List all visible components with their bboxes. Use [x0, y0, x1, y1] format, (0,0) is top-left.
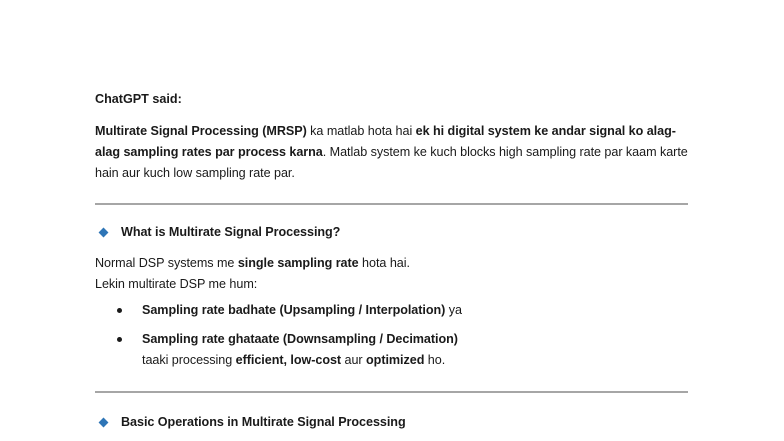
intro-term: Multirate Signal Processing (MRSP): [95, 124, 307, 138]
diamond-bullet-icon: [99, 418, 109, 428]
text-span: aur: [341, 353, 367, 367]
section-divider: [95, 203, 688, 205]
bullet-dot-icon: [117, 308, 122, 313]
bold-span: efficient, low-cost: [235, 353, 342, 367]
paragraph-line-1: [95, 253, 695, 274]
section-divider: [95, 391, 688, 393]
text-span: hota hai.: [358, 256, 410, 270]
bold-span: Sampling rate ghataate (Downsampling / Decimation): [142, 332, 458, 346]
section-heading-what-is: [95, 222, 340, 243]
bullet-list: [95, 300, 695, 371]
bold-span: optimized: [366, 353, 425, 367]
intro-paragraph: [95, 121, 695, 184]
paragraph-line-2: Lekin multirate DSP me hum:: [95, 277, 258, 291]
text-span: taaki processing: [142, 353, 236, 367]
section-paragraph: [95, 253, 695, 295]
text-span: Normal DSP systems me: [95, 256, 238, 270]
section-heading-label: Basic Operations in Multirate Signal Processing: [121, 415, 406, 429]
text-span: ho.: [424, 353, 446, 367]
list-item: [95, 300, 695, 321]
bullet-line-1: [142, 329, 695, 350]
bold-span: single sampling rate: [237, 256, 359, 270]
text-span: ya: [445, 303, 462, 317]
bold-span: Sampling rate badhate (Upsampling / Interpolation): [142, 303, 446, 317]
section-heading-label: What is Multirate Signal Processing?: [121, 225, 341, 239]
intro-text-2: . Matlab system ke kuch blocks high sampling rate par kaam karte hain aur kuch low sampling rate par.: [95, 145, 688, 180]
section-heading-basic-operations: [95, 412, 406, 433]
list-item: [95, 329, 695, 371]
bullet-line-2: [142, 350, 695, 371]
bullet-dot-icon: [117, 337, 122, 342]
speaker-label: ChatGPT said:: [95, 92, 182, 106]
diamond-bullet-icon: [99, 228, 109, 238]
intro-text-1: ka matlab hota hai: [306, 124, 416, 138]
intro-definition: ek hi digital system ke andar signal ko alag-alag sampling rates par process karna: [95, 124, 676, 159]
